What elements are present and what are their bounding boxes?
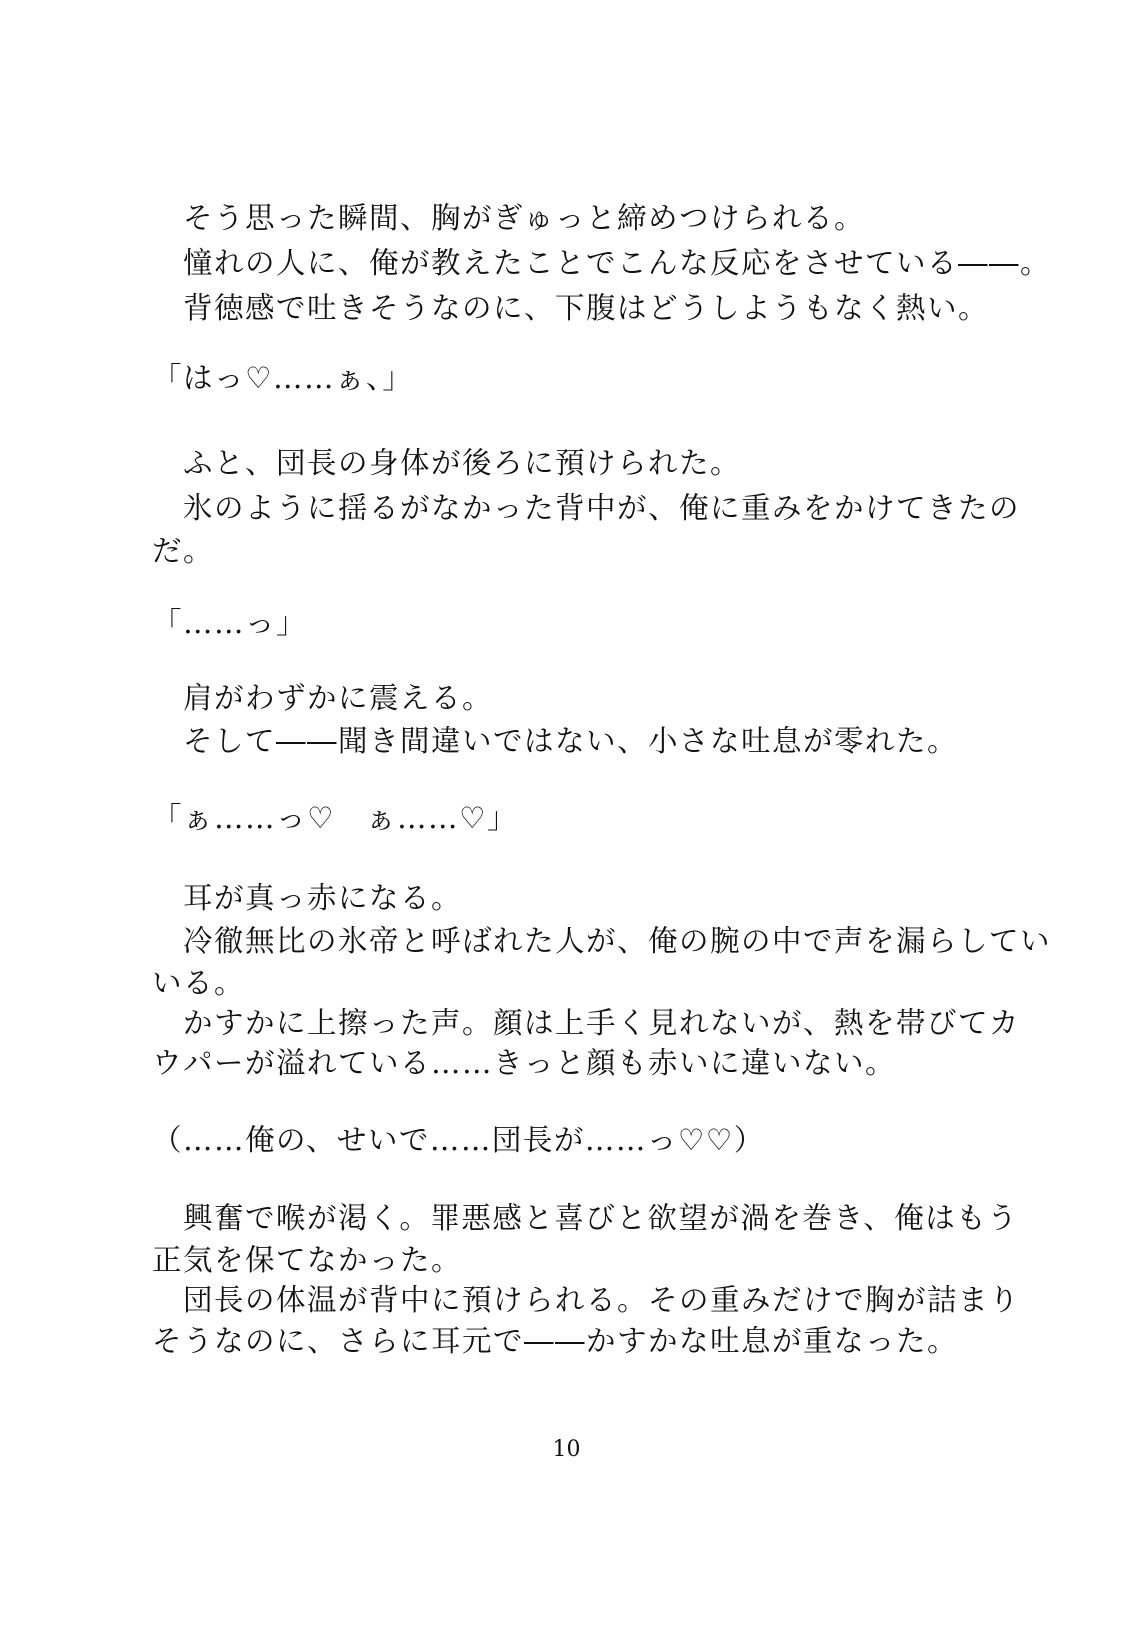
text-line: いる。 xyxy=(152,966,246,1000)
dialogue-line: 「ぁ……っ♡ ぁ……♡」 xyxy=(152,801,518,835)
text-line: 肩がわずかに震える。 xyxy=(152,681,494,715)
text-line: 背徳感で吐きそうなのに、下腹はどうしようもなく熱い。 xyxy=(152,291,990,325)
text-line: ウパーが溢れている……きっと顔も赤いに違いない。 xyxy=(152,1046,897,1080)
text-line: ふと、団長の身体が後ろに預けられた。 xyxy=(152,446,742,480)
text-line: かすかに上擦った声。顔は上手く見れないが、熱を帯びてカ xyxy=(152,1006,1021,1040)
text-line: 氷のように揺るがなかった背中が、俺に重みをかけてきたの xyxy=(152,491,1021,525)
dialogue-line: 「……っ」 xyxy=(152,606,308,640)
text-line: 興奮で喉が渇く。罪悪感と喜びと欲望が渦を巻き、俺はもう xyxy=(152,1201,1019,1235)
dialogue-line: 「はっ♡……ぁ、」 xyxy=(152,361,414,395)
text-line: そう思った瞬間、胸がぎゅっと締めつけられる。 xyxy=(152,201,866,235)
page-number: 10 xyxy=(552,1437,581,1462)
text-line: 耳が真っ赤になる。 xyxy=(152,881,463,915)
text-line: だ。 xyxy=(152,534,215,568)
inner-monologue-line: （……俺の、せいで……団長が……っ♡♡） xyxy=(152,1123,765,1157)
text-line: 正気を保てなかった。 xyxy=(152,1243,463,1277)
text-line: 憧れの人に、俺が教えたことでこんな反応をさせている――。 xyxy=(152,246,1052,280)
text-line: そして――聞き間違いではない、小さな吐息が零れた。 xyxy=(152,724,959,758)
text-line: 団長の体温が背中に預けられる。その重みだけで胸が詰まり xyxy=(152,1283,1021,1317)
text-line: そうなのに、さらに耳元で――かすかな吐息が重なった。 xyxy=(152,1324,959,1358)
text-line: 冷徹無比の氷帝と呼ばれた人が、俺の腕の中で声を漏らしてい xyxy=(152,924,1052,958)
